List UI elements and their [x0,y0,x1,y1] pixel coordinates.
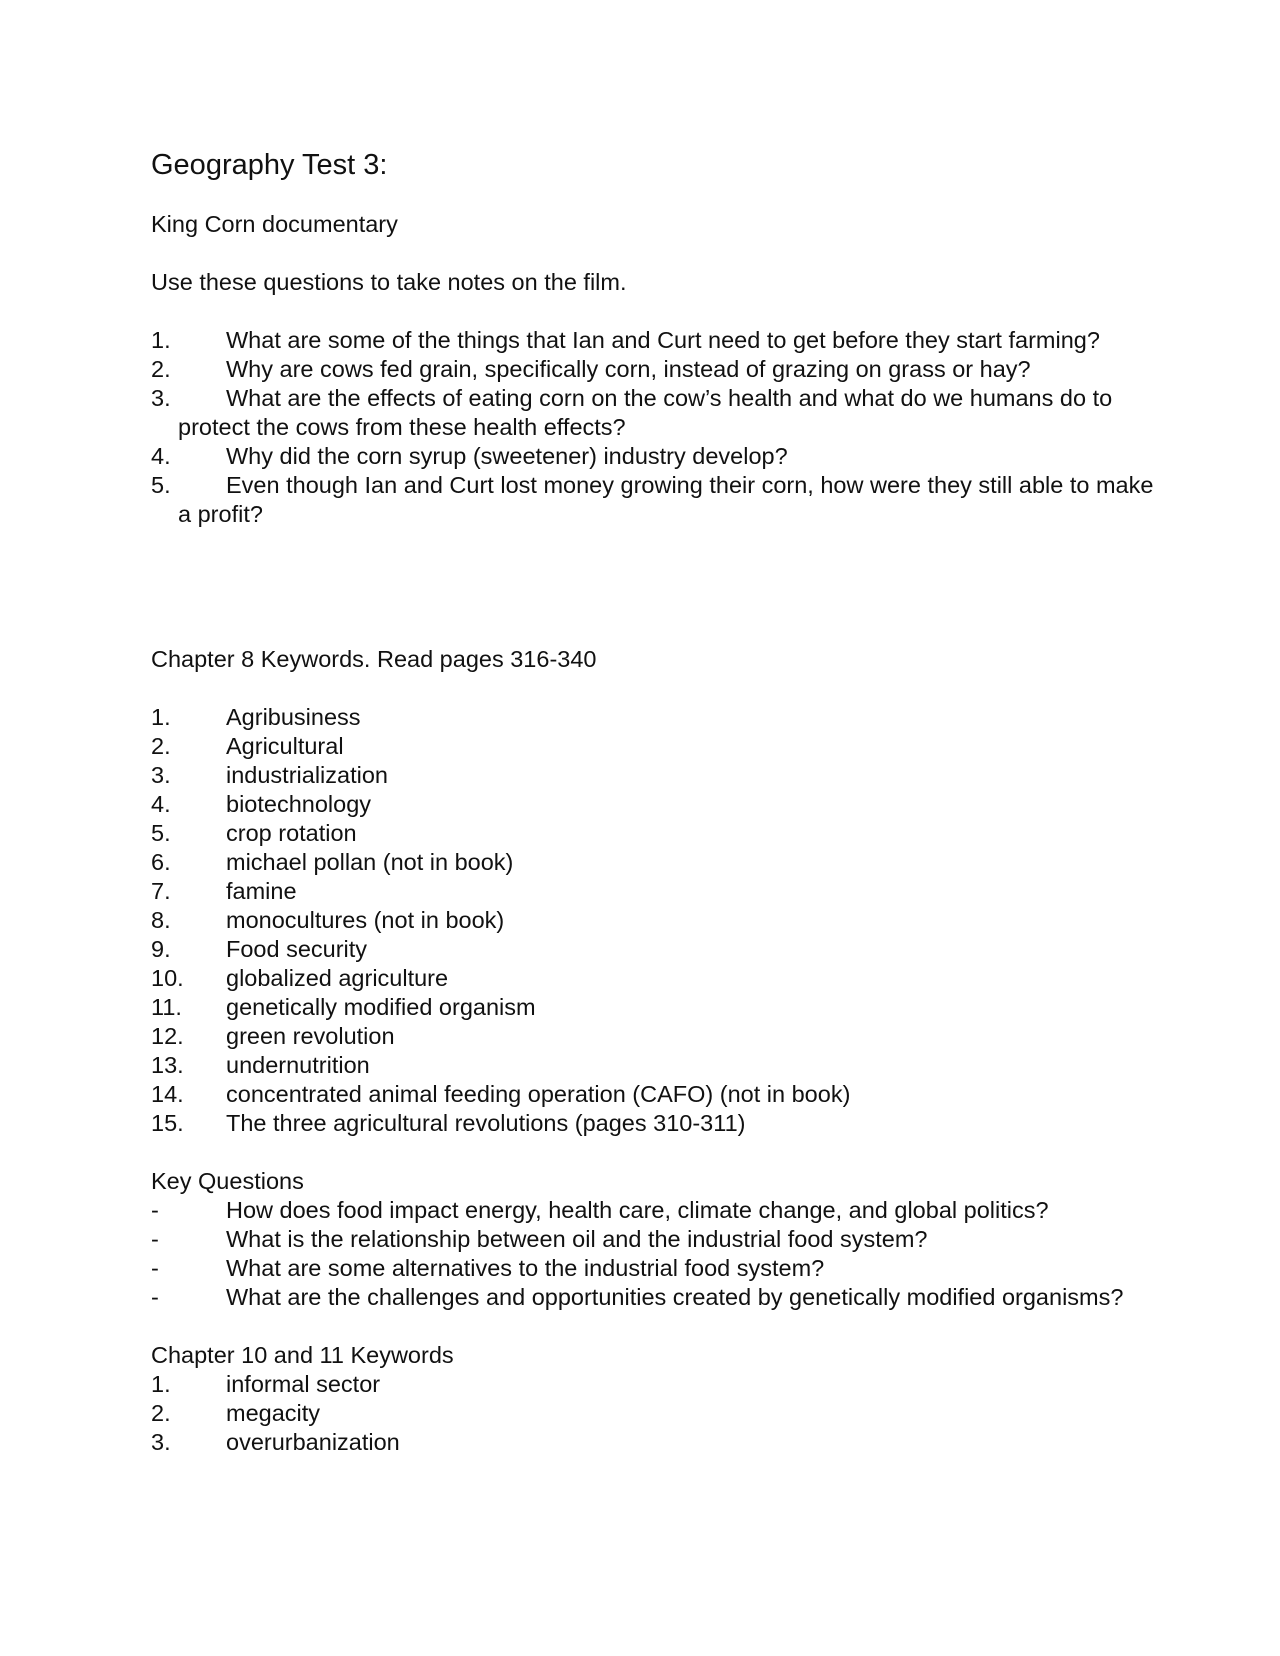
list-text: Food security [226,936,368,962]
list-bullet: - [151,1197,159,1223]
list-text: crop rotation [226,820,357,846]
list-text: concentrated animal feeding operation (CAFO) (not in book) [226,1081,851,1107]
list-number: 1. [151,1371,171,1397]
list-item [151,1283,1160,1312]
list-item [151,790,1160,819]
list-text: Agricultural [226,733,344,759]
list-item [151,848,1160,877]
list-text: undernutrition [226,1052,370,1078]
list-number: 4. [151,791,171,817]
list-item [151,471,1160,529]
list-item [151,1022,1160,1051]
list-text: What are some alternatives to the industrial food system? [226,1255,825,1281]
list-text: overurbanization [226,1429,400,1455]
list-number: 5. [151,472,171,498]
list-text: How does food impact energy, health care, climate change, and global politics? [226,1197,1049,1223]
list-number: 7. [151,878,171,904]
list-item [151,384,1160,442]
chapter8-heading: Chapter 8 Keywords. Read pages 316-340 [151,646,597,672]
list-item [151,1370,1160,1399]
list-number: 3. [151,1429,171,1455]
list-item [151,732,1160,761]
film-questions-list [151,326,1160,529]
list-number: 4. [151,443,171,469]
list-item [151,1051,1160,1080]
key-questions-heading: Key Questions [151,1168,304,1194]
list-item [151,1399,1160,1428]
page-title: Geography Test 3: [151,149,388,181]
list-number: 11. [151,994,182,1020]
list-number: 10. [151,965,184,991]
list-text: genetically modified organism [226,994,536,1020]
list-number: 6. [151,849,171,875]
list-text: Why did the corn syrup (sweetener) industry develop? [226,443,788,469]
list-number: 3. [151,762,171,788]
list-text: michael pollan (not in book) [226,849,514,875]
list-text: biotechnology [226,791,372,817]
chapter10-11-keywords-list [151,1370,1160,1457]
list-text: Agribusiness [226,704,361,730]
list-number: 3. [151,385,171,411]
list-text: famine [226,878,297,904]
list-item [151,993,1160,1022]
list-number: 8. [151,907,171,933]
list-number: 13. [151,1052,184,1078]
list-item [151,935,1160,964]
list-item [151,355,1160,384]
subtitle: King Corn documentary [151,211,398,237]
chapter10-11-heading: Chapter 10 and 11 Keywords [151,1342,454,1368]
list-item [151,442,1160,471]
list-number: 1. [151,327,171,353]
list-text: The three agricultural revolutions (pages 310-311) [226,1110,746,1136]
list-text: megacity [226,1400,321,1426]
list-item [151,1254,1160,1283]
list-item [151,1196,1160,1225]
list-item [151,703,1160,732]
key-questions-list [151,1196,1160,1312]
list-item [151,964,1160,993]
list-text: green revolution [226,1023,395,1049]
list-item [151,819,1160,848]
list-text: What is the relationship between oil and the industrial food system? [226,1226,928,1252]
list-item [151,906,1160,935]
list-text: What are the effects of eating corn on the cow’s health and what do we humans do to protect the cows from these health effects? [178,385,1113,440]
list-text: globalized agriculture [226,965,449,991]
list-number: 2. [151,733,171,759]
list-item [151,1080,1160,1109]
list-number: 12. [151,1023,184,1049]
list-number: 1. [151,704,171,730]
list-text: informal sector [226,1371,381,1397]
list-number: 15. [151,1110,184,1136]
list-item [151,326,1160,355]
list-text: What are the challenges and opportunities created by genetically modified organisms? [226,1284,1124,1310]
list-item [151,761,1160,790]
list-bullet: - [151,1284,159,1310]
list-text: industrialization [226,762,388,788]
list-text: Even though Ian and Curt lost money growing their corn, how were they still able to make a profit? [178,472,1154,527]
list-number: 9. [151,936,171,962]
list-number: 2. [151,1400,171,1426]
list-text: What are some of the things that Ian and Curt need to get before they start farming? [226,327,1100,353]
list-text: monocultures (not in book) [226,907,505,933]
list-item [151,1428,1160,1457]
list-text: Why are cows fed grain, specifically corn, instead of grazing on grass or hay? [226,356,1031,382]
list-number: 2. [151,356,171,382]
list-bullet: - [151,1226,159,1252]
list-item [151,877,1160,906]
list-number: 14. [151,1081,184,1107]
list-number: 5. [151,820,171,846]
instruction-text: Use these questions to take notes on the film. [151,269,627,295]
list-item [151,1225,1160,1254]
list-bullet: - [151,1255,159,1281]
chapter8-keywords-list [151,703,1160,1138]
list-item [151,1109,1160,1138]
